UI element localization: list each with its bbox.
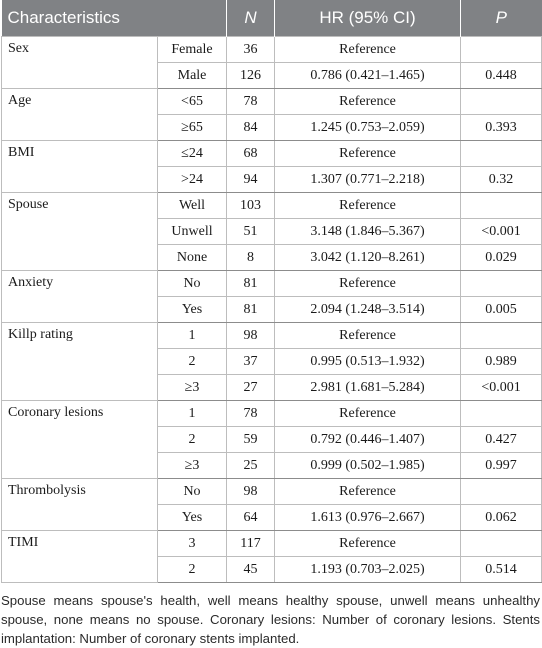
p-value-cell	[461, 271, 542, 297]
characteristic-name: Thrombolysis	[2, 479, 158, 531]
n-cell: 45	[227, 557, 275, 583]
header-row	[2, 0, 542, 37]
hr-cell: 1.307 (0.771–2.218)	[275, 167, 461, 193]
hr-cell: Reference	[275, 323, 461, 349]
p-value-cell: 0.989	[461, 349, 542, 375]
subgroup-cell: 1	[158, 323, 227, 349]
characteristic-name: Anxiety	[2, 271, 158, 323]
p-value-cell	[461, 193, 542, 219]
characteristic-name: Sex	[2, 37, 158, 89]
hr-cell: Reference	[275, 401, 461, 427]
p-value-cell	[461, 141, 542, 167]
hr-cell: Reference	[275, 271, 461, 297]
p-value-cell	[461, 531, 542, 557]
table-row	[2, 271, 542, 297]
hr-cell: 2.094 (1.248–3.514)	[275, 297, 461, 323]
n-cell: 51	[227, 219, 275, 245]
hr-cell: 1.613 (0.976–2.667)	[275, 505, 461, 531]
n-cell: 64	[227, 505, 275, 531]
table-header	[2, 0, 542, 37]
table-row	[2, 37, 542, 63]
n-cell: 98	[227, 323, 275, 349]
n-cell: 8	[227, 245, 275, 271]
subgroup-cell: >24	[158, 167, 227, 193]
subgroup-cell: None	[158, 245, 227, 271]
n-cell: 126	[227, 63, 275, 89]
subgroup-cell: 2	[158, 427, 227, 453]
characteristic-name: BMI	[2, 141, 158, 193]
header-p: P	[461, 0, 542, 37]
characteristic-name: Killp rating	[2, 323, 158, 401]
p-value-cell: 0.427	[461, 427, 542, 453]
n-cell: 81	[227, 271, 275, 297]
characteristic-name: Age	[2, 89, 158, 141]
table-footnote: Spouse means spouse's health, well means healthy spouse, unwell means unhealthy spouse, none means no spouse. Coronary lesions: Number of coronary lesions. Stents implantation: Number of coronary stents implanted.	[1, 593, 540, 646]
n-cell: 98	[227, 479, 275, 505]
subgroup-cell: ≥65	[158, 115, 227, 141]
hr-cell: 1.193 (0.703–2.025)	[275, 557, 461, 583]
n-cell: 103	[227, 193, 275, 219]
subgroup-cell: ≥3	[158, 375, 227, 401]
hr-cell: Reference	[275, 141, 461, 167]
characteristic-name: Coronary lesions	[2, 401, 158, 479]
table-row	[2, 479, 542, 505]
n-cell: 78	[227, 89, 275, 115]
subgroup-cell: Female	[158, 37, 227, 63]
p-value-cell: 0.32	[461, 167, 542, 193]
hr-cell: 3.148 (1.846–5.367)	[275, 219, 461, 245]
p-value-cell: <0.001	[461, 219, 542, 245]
hr-cell: 2.981 (1.681–5.284)	[275, 375, 461, 401]
hr-cell: 0.786 (0.421–1.465)	[275, 63, 461, 89]
hr-cell: Reference	[275, 37, 461, 63]
header-hr: HR (95% CI)	[275, 0, 461, 37]
subgroup-cell: <65	[158, 89, 227, 115]
hr-cell: Reference	[275, 479, 461, 505]
header-n: N	[227, 0, 275, 37]
p-value-cell	[461, 479, 542, 505]
table-row	[2, 141, 542, 167]
subgroup-cell: Unwell	[158, 219, 227, 245]
p-value-cell: 0.448	[461, 63, 542, 89]
hr-cell: Reference	[275, 193, 461, 219]
subgroup-cell: 2	[158, 557, 227, 583]
p-value-cell: 0.005	[461, 297, 542, 323]
subgroup-cell: ≥3	[158, 453, 227, 479]
table-row	[2, 89, 542, 115]
p-value-cell: <0.001	[461, 375, 542, 401]
hr-cell: Reference	[275, 531, 461, 557]
hr-cell: 0.995 (0.513–1.932)	[275, 349, 461, 375]
subgroup-cell: 1	[158, 401, 227, 427]
n-cell: 25	[227, 453, 275, 479]
p-value-cell: 0.062	[461, 505, 542, 531]
subgroup-cell: Yes	[158, 297, 227, 323]
hr-cell: 3.042 (1.120–8.261)	[275, 245, 461, 271]
p-value-cell	[461, 89, 542, 115]
table-row	[2, 193, 542, 219]
table-row	[2, 323, 542, 349]
characteristic-name: Spouse	[2, 193, 158, 271]
characteristic-name: TIMI	[2, 531, 158, 583]
n-cell: 78	[227, 401, 275, 427]
n-cell: 94	[227, 167, 275, 193]
hazard-ratio-table	[1, 0, 542, 583]
n-cell: 59	[227, 427, 275, 453]
subgroup-cell: ≤24	[158, 141, 227, 167]
table-row	[2, 401, 542, 427]
hr-cell: 0.792 (0.446–1.407)	[275, 427, 461, 453]
p-value-cell: 0.514	[461, 557, 542, 583]
hr-cell: 0.999 (0.502–1.985)	[275, 453, 461, 479]
table-row	[2, 531, 542, 557]
n-cell: 84	[227, 115, 275, 141]
table-body	[2, 37, 542, 583]
header-characteristics: Characteristics	[2, 0, 227, 37]
hr-cell: Reference	[275, 89, 461, 115]
p-value-cell: 0.393	[461, 115, 542, 141]
n-cell: 37	[227, 349, 275, 375]
n-cell: 36	[227, 37, 275, 63]
p-value-cell	[461, 323, 542, 349]
hr-cell: 1.245 (0.753–2.059)	[275, 115, 461, 141]
p-value-cell: 0.997	[461, 453, 542, 479]
p-value-cell	[461, 401, 542, 427]
p-value-cell	[461, 37, 542, 63]
subgroup-cell: No	[158, 479, 227, 505]
subgroup-cell: 2	[158, 349, 227, 375]
n-cell: 117	[227, 531, 275, 557]
subgroup-cell: Well	[158, 193, 227, 219]
n-cell: 68	[227, 141, 275, 167]
subgroup-cell: 3	[158, 531, 227, 557]
n-cell: 81	[227, 297, 275, 323]
subgroup-cell: No	[158, 271, 227, 297]
n-cell: 27	[227, 375, 275, 401]
p-value-cell: 0.029	[461, 245, 542, 271]
subgroup-cell: Male	[158, 63, 227, 89]
subgroup-cell: Yes	[158, 505, 227, 531]
